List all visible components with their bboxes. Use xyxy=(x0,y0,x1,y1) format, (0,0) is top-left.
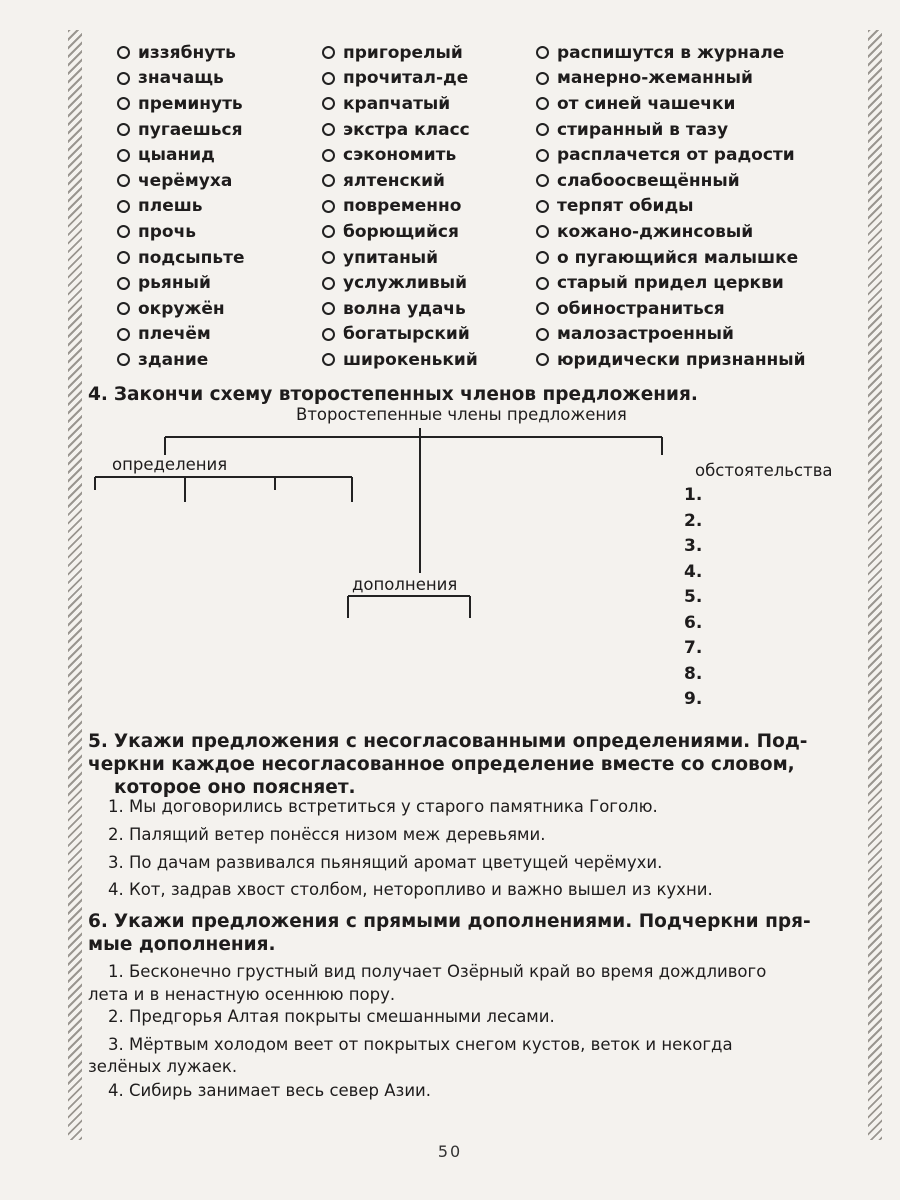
word-option[interactable]: повременно xyxy=(322,194,478,220)
task6-sentence: лета и в ненастную осеннюю пору. xyxy=(88,985,396,1004)
list-number: 9. xyxy=(684,689,703,709)
list-number: 4. xyxy=(684,561,703,582)
list-number: 2. xyxy=(684,510,703,531)
list-number: 5. xyxy=(684,587,703,607)
diagram-root-label: Второстепенные члены предложения xyxy=(296,405,627,424)
word-option[interactable]: подсыпьте xyxy=(117,245,244,271)
word-option[interactable]: прочитал-де xyxy=(322,66,478,92)
task5-sentence: 3. По дачам развивался пьянящий аромат цветущей черёмухи. xyxy=(108,853,663,872)
word-option[interactable]: здание xyxy=(117,347,244,373)
task6-sentence: 4. Сибирь занимает весь север Азии. xyxy=(108,1081,432,1100)
objects-label: дополнения xyxy=(352,575,458,594)
list-number: 6. xyxy=(684,612,703,633)
word-option[interactable]: пугаешься xyxy=(117,117,244,143)
task5-sentence: 2. Палящий ветер понёсся низом меж деревьями. xyxy=(108,825,546,844)
word-option[interactable]: распишутся в журнале xyxy=(536,40,806,66)
task4-title: 4. Закончи схему второстепенных членов предложения. xyxy=(88,384,698,405)
word-option[interactable]: рьяный xyxy=(117,270,244,296)
word-option[interactable]: стиранный в тазу xyxy=(536,117,806,143)
word-option[interactable]: иззябнуть xyxy=(117,40,244,66)
word-option[interactable]: от синей чашечки xyxy=(536,91,806,117)
word-option[interactable]: волна удачь xyxy=(322,296,478,322)
definitions-label: определения xyxy=(112,455,228,474)
list-number: 8. xyxy=(684,663,703,684)
task6-sentence: 2. Предгорья Алтая покрыты смешанными лесами. xyxy=(108,1007,555,1026)
word-option[interactable]: услужливый xyxy=(322,270,478,296)
word-option[interactable]: юридически признанный xyxy=(536,347,806,373)
word-option[interactable]: борющийся xyxy=(322,219,478,245)
word-option[interactable]: пригорелый xyxy=(322,40,478,66)
word-option[interactable]: старый придел церкви xyxy=(536,270,806,296)
circumstances-number-list xyxy=(684,483,702,713)
word-option[interactable]: прочь xyxy=(117,219,244,245)
word-option[interactable]: расплачется от радости xyxy=(536,142,806,168)
word-option[interactable]: значащь xyxy=(117,66,244,92)
word-option[interactable]: сэкономить xyxy=(322,142,478,168)
task6-sentence: 3. Мёртвым холодом веет от покрытых снегом кустов, веток и некогда xyxy=(108,1035,733,1054)
word-option[interactable]: крапчатый xyxy=(322,91,478,117)
word-option[interactable]: слабоосвещённый xyxy=(536,168,806,194)
word-option[interactable]: терпят обиды xyxy=(536,194,806,220)
task6-sentence: 1. Бесконечно грустный вид получает Озёрный край во время дождливого xyxy=(108,962,767,981)
word-option[interactable]: манерно-жеманный xyxy=(536,66,806,92)
word-option[interactable]: цыанид xyxy=(117,142,244,168)
word-option[interactable]: плечём xyxy=(117,322,244,348)
task6-sentence: зелёных лужаек. xyxy=(88,1057,238,1076)
page-number: 50 xyxy=(437,1142,463,1161)
word-option[interactable]: преминуть xyxy=(117,91,244,117)
word-option[interactable]: упитаный xyxy=(322,245,478,271)
word-option[interactable]: ялтенский xyxy=(322,168,478,194)
list-number: 3. xyxy=(684,536,703,556)
list-number: 7. xyxy=(684,638,703,658)
word-option[interactable]: окружён xyxy=(117,296,244,322)
word-option[interactable]: черёмуха xyxy=(117,168,244,194)
word-option[interactable]: обиностраниться xyxy=(536,296,806,322)
list-number: 1. xyxy=(684,485,703,505)
word-option[interactable]: экстра класс xyxy=(322,117,478,143)
task5-sentence: 1. Мы договорились встретиться у старого памятника Гоголю. xyxy=(108,797,658,816)
word-option[interactable]: плешь xyxy=(117,194,244,220)
word-option[interactable]: кожано-джинсовый xyxy=(536,219,806,245)
word-option[interactable]: богатырский xyxy=(322,322,478,348)
word-option[interactable]: малозастроенный xyxy=(536,322,806,348)
circumstances-label: обстоятельства xyxy=(695,461,833,480)
task5-title: 5. Укажи предложения с несогласованными определениями. Под- черкни каждое несогласованное определение вместе со словом, которое оно поясняет. xyxy=(88,731,808,798)
task6-title: 6. Укажи предложения с прямыми дополнениями. Подчеркни пря- мые дополнения. xyxy=(88,911,811,955)
word-option[interactable]: о пугающийся малышке xyxy=(536,245,806,271)
word-option[interactable]: широкенький xyxy=(322,347,478,373)
task5-sentence: 4. Кот, задрав хвост столбом, неторопливо и важно вышел из кухни. xyxy=(108,880,713,899)
